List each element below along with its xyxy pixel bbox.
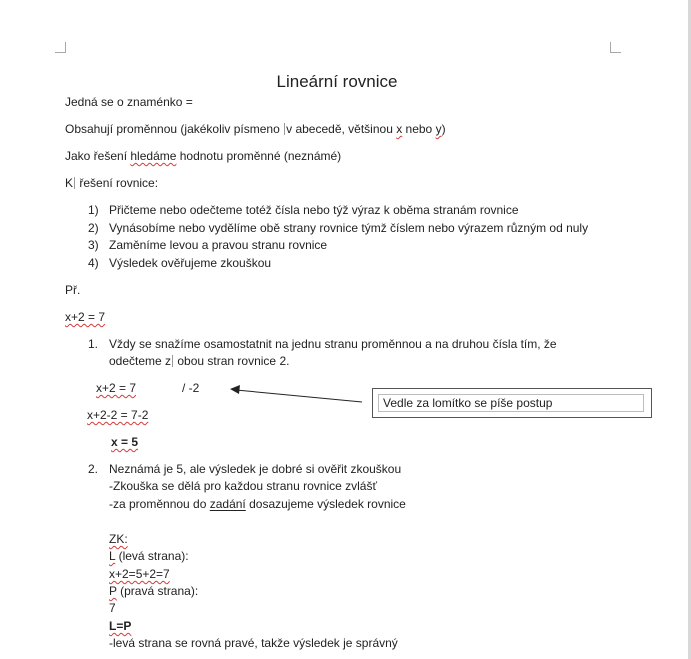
list-number: 1) [88,203,99,217]
text-run: z [165,354,172,368]
example-label[interactable]: Př. [65,283,81,297]
list-item-isolate[interactable]: Vždy se snažíme osamostatnit na jednu stranu proměnnou a na druhou čísla tím, že [109,337,557,351]
text-run: nebo [402,122,436,136]
right-side-value[interactable]: 7 [109,601,116,615]
list-number: 1. [88,337,99,351]
equation-step-2[interactable]: x+2-2 = 7-2 [87,408,149,422]
list-item-step[interactable]: Přičteme nebo odečteme totéž čísla nebo týž výraz k oběma stranám rovnice [109,203,519,217]
text-run: odečteme [109,354,166,368]
underlined-word: zadání [209,497,246,511]
list-number: 3) [88,238,99,252]
example-equation[interactable]: x+2 = 7 [65,310,106,324]
text-box[interactable] [372,388,652,418]
paragraph-sign[interactable]: Jedná se o znaménko = [65,95,193,109]
equation-step-1[interactable]: x+2 = 7 [96,381,137,395]
conclusion-text[interactable]: -levá strana se rovná pravé, takže výsledek je správný [109,636,398,650]
text-run: Jako řešení [65,149,131,163]
equality-check[interactable]: L=P [109,619,132,633]
text-run: -za proměnnou do [109,497,210,511]
list-item-step[interactable]: Výsledek ověřujeme zkouškou [109,256,272,270]
equation-result[interactable]: x = 5 [111,435,139,449]
spellcheck-word: L [109,549,116,563]
text-run: dosazujeme výsledek rovnice [245,497,406,511]
text-run: abecedě, většinou [292,122,397,136]
list-item-check[interactable]: Neznámá je 5, ale výsledek je dobré si ověřit zkouškou [109,462,402,476]
text-run: v [286,122,293,136]
check-note-1[interactable]: -Zkouška se dělá pro každou stranu rovnice zvlášť [109,479,377,493]
spellcheck-word: hledáme [130,149,177,163]
text-run: (levá strana): [115,549,189,563]
check-note-2[interactable] [109,497,406,511]
text-run: K [65,176,74,190]
text-run: obou stran rovnice 2. [174,354,290,368]
text-run: hodnotu proměnné (neznámé) [176,149,342,163]
text-run: Obsahují proměnnou (jakékoliv písmeno [65,122,284,136]
spellcheck-word: x [396,122,403,136]
text-run: řešení rovnice: [76,176,159,190]
check-label[interactable]: ZK: [109,532,128,546]
left-side-calc[interactable]: x+2=5+2=7 [109,567,170,581]
list-item-step[interactable]: Zaměníme levou a pravou stranu rovnice [109,238,328,252]
list-number: 2) [88,221,99,235]
right-side-label[interactable] [109,584,198,598]
list-item-step[interactable]: Vynásobíme nebo vydělíme obě strany rovnice týmž číslem nebo výrazem různým od nuly [109,221,589,235]
list-number: 2. [88,462,99,476]
equation-operation[interactable]: / -2 [182,381,200,395]
spellcheck-word: P [109,584,117,598]
spellcheck-word: y [435,122,442,136]
text-box-content[interactable]: Vedle za lomítko se píše postup [378,394,644,412]
text-run: (pravá strana): [116,584,199,598]
list-number: 4) [88,256,99,270]
left-side-label[interactable] [109,549,189,563]
document-title[interactable]: Lineární rovnice [276,72,398,91]
text-run: ) [441,122,446,136]
